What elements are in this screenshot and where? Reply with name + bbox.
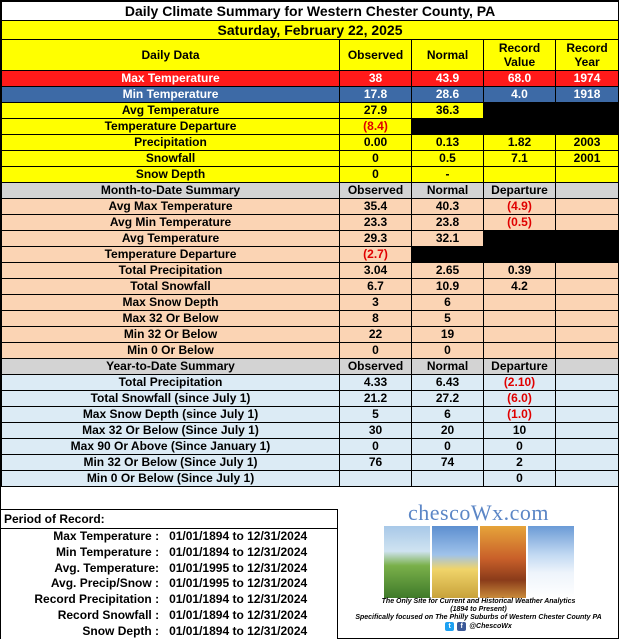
observed-cell: 5 (340, 407, 412, 423)
daily-header-label: Daily Data (2, 40, 340, 71)
row-label: Max 90 Or Above (Since January 1) (2, 439, 340, 455)
period-label: Max Temperature : (53, 529, 160, 543)
row-label: Min 0 Or Below (2, 343, 340, 359)
blank-cell (556, 183, 619, 199)
row-label: Max Snow Depth (since July 1) (2, 407, 340, 423)
spring-photo (384, 526, 430, 598)
blank-cell (556, 343, 619, 359)
observed-cell: 21.2 (340, 391, 412, 407)
normal-cell: 27.2 (412, 391, 484, 407)
normal-cell: 0.13 (412, 135, 484, 151)
ytd-header-normal: Normal (412, 359, 484, 375)
observed-cell: 29.3 (340, 231, 412, 247)
blank-cell (556, 423, 619, 439)
blank-cell (556, 103, 619, 119)
report-date: Saturday, February 22, 2025 (2, 21, 619, 40)
normal-cell: 23.8 (412, 215, 484, 231)
observed-cell: 0 (340, 167, 412, 183)
period-row (1, 529, 337, 545)
twitter-icon: t (445, 622, 454, 631)
blank-cell (556, 455, 619, 471)
blank-cell (556, 215, 619, 231)
normal-cell: 28.6 (412, 87, 484, 103)
ytd-row (2, 455, 619, 471)
daily-row-max-temp (2, 71, 619, 87)
climate-table (1, 1, 619, 487)
mtd-row (2, 231, 619, 247)
observed-cell (340, 471, 412, 487)
period-label: Snow Depth : (82, 623, 160, 638)
row-label: Total Precipitation (2, 375, 340, 391)
observed-cell: 30 (340, 423, 412, 439)
row-label: Avg Temperature (2, 103, 340, 119)
period-value: 01/01/1894 to 12/31/2024 (169, 623, 308, 638)
blank-cell (556, 327, 619, 343)
period-of-record (1, 509, 338, 639)
observed-cell: 0.00 (340, 135, 412, 151)
record-value-cell: 68.0 (484, 71, 556, 87)
period-row (1, 624, 337, 640)
blank-cell (556, 439, 619, 455)
normal-cell: 0.5 (412, 151, 484, 167)
normal-cell: 0 (412, 439, 484, 455)
period-row (1, 592, 337, 608)
normal-cell: 0 (412, 343, 484, 359)
blank-cell (556, 471, 619, 487)
departure-cell: 10 (484, 423, 556, 439)
row-label: Max Snow Depth (2, 295, 340, 311)
normal-cell: 10.9 (412, 279, 484, 295)
departure-cell: (0.5) (484, 215, 556, 231)
observed-cell: 23.3 (340, 215, 412, 231)
mtd-row (2, 311, 619, 327)
period-label: Avg. Precip/Snow : (50, 576, 160, 591)
blank-cell (556, 359, 619, 375)
facebook-icon: f (457, 622, 466, 631)
blank-cell (484, 247, 556, 263)
period-value: 01/01/1894 to 12/31/2024 (169, 592, 308, 607)
ytd-row (2, 439, 619, 455)
blank-cell (412, 247, 484, 263)
row-label: Snow Depth (2, 167, 340, 183)
departure-cell: 2 (484, 455, 556, 471)
record-value-cell: 7.1 (484, 151, 556, 167)
observed-cell: 4.33 (340, 375, 412, 391)
observed-cell: 0 (340, 439, 412, 455)
row-label: Avg Temperature (2, 231, 340, 247)
summer-photo (432, 526, 478, 598)
normal-cell (412, 471, 484, 487)
chescowx-logo (339, 501, 618, 638)
normal-cell: 40.3 (412, 199, 484, 215)
blank-cell (556, 263, 619, 279)
row-label: Precipitation (2, 135, 340, 151)
report-title: Daily Climate Summary for Western Chester County, PA (2, 2, 619, 21)
record-year-cell (556, 167, 619, 183)
daily-header-record-value: Record Value (484, 40, 556, 71)
mtd-row (2, 199, 619, 215)
tagline-focus: Specifically focused on The Philly Suburbs of Western Chester County PA (355, 614, 602, 621)
row-label: Temperature Departure (2, 247, 340, 263)
daily-row-avg-temp (2, 103, 619, 119)
observed-cell: 3.04 (340, 263, 412, 279)
observed-cell: (2.7) (340, 247, 412, 263)
mtd-row (2, 295, 619, 311)
period-label: Record Precipitation : (34, 592, 160, 607)
departure-cell (484, 327, 556, 343)
blank-cell (412, 119, 484, 135)
normal-cell: 20 (412, 423, 484, 439)
departure-cell (484, 295, 556, 311)
normal-cell: 19 (412, 327, 484, 343)
departure-cell: 4.2 (484, 279, 556, 295)
observed-cell: 3 (340, 295, 412, 311)
ytd-header-label: Year-to-Date Summary (2, 359, 340, 375)
blank-cell (556, 279, 619, 295)
normal-cell: 6.43 (412, 375, 484, 391)
mtd-header-normal: Normal (412, 183, 484, 199)
daily-row-snowfall (2, 151, 619, 167)
normal-cell: 6 (412, 407, 484, 423)
normal-cell: 5 (412, 311, 484, 327)
record-value-cell: 1.82 (484, 135, 556, 151)
ytd-header-observed: Observed (340, 359, 412, 375)
period-label: Avg. Temperature: (54, 560, 160, 575)
period-row (1, 608, 337, 624)
row-label: Max Temperature (2, 71, 340, 87)
daily-row-temp-departure (2, 119, 619, 135)
blank-cell (484, 231, 556, 247)
handle-text: @ChescoWx (469, 623, 512, 630)
normal-cell: 36.3 (412, 103, 484, 119)
observed-cell: 0 (340, 151, 412, 167)
record-year-cell: 2001 (556, 151, 619, 167)
ytd-row (2, 423, 619, 439)
departure-cell: (2.10) (484, 375, 556, 391)
normal-cell: 43.9 (412, 71, 484, 87)
blank-cell (556, 311, 619, 327)
period-value: 01/01/1894 to 12/31/2024 (169, 607, 308, 622)
period-value: 01/01/1995 to 12/31/2024 (169, 576, 308, 591)
blank-cell (556, 295, 619, 311)
record-year-cell: 1918 (556, 87, 619, 103)
period-row (1, 576, 337, 592)
period-row (1, 561, 337, 577)
observed-cell: 6.7 (340, 279, 412, 295)
period-label: Min Temperature : (55, 544, 160, 559)
observed-cell: (8.4) (340, 119, 412, 135)
row-label: Min 0 Or Below (Since July 1) (2, 471, 340, 487)
observed-cell: 38 (340, 71, 412, 87)
observed-cell: 0 (340, 343, 412, 359)
daily-row-precipitation (2, 135, 619, 151)
daily-header-row (2, 40, 619, 71)
row-label: Total Snowfall (2, 279, 340, 295)
departure-cell (484, 311, 556, 327)
daily-header-observed: Observed (340, 40, 412, 71)
departure-cell: (6.0) (484, 391, 556, 407)
normal-cell: 6 (412, 295, 484, 311)
row-label: Avg Max Temperature (2, 199, 340, 215)
record-value-cell (484, 167, 556, 183)
mtd-header-departure: Departure (484, 183, 556, 199)
row-label: Max 32 Or Below (2, 311, 340, 327)
mtd-header-label: Month-to-Date Summary (2, 183, 340, 199)
record-value-cell: 4.0 (484, 87, 556, 103)
blank-cell (556, 391, 619, 407)
departure-cell: (4.9) (484, 199, 556, 215)
mtd-row (2, 263, 619, 279)
daily-row-snow-depth (2, 167, 619, 183)
brand-name: chescoWx.com (408, 500, 549, 525)
record-year-cell: 1974 (556, 71, 619, 87)
blank-cell (556, 231, 619, 247)
autumn-photo (480, 526, 526, 598)
period-heading: Period of Record: (1, 510, 338, 529)
normal-cell: 32.1 (412, 231, 484, 247)
observed-cell: 8 (340, 311, 412, 327)
row-label: Total Snowfall (since July 1) (2, 391, 340, 407)
daily-header-normal: Normal (412, 40, 484, 71)
mtd-row (2, 215, 619, 231)
observed-cell: 76 (340, 455, 412, 471)
record-year-cell: 2003 (556, 135, 619, 151)
period-value: 01/01/1894 to 12/31/2024 (169, 529, 308, 543)
observed-cell: 22 (340, 327, 412, 343)
ytd-row (2, 375, 619, 391)
departure-cell (484, 343, 556, 359)
blank-cell (556, 247, 619, 263)
observed-cell: 17.8 (340, 87, 412, 103)
row-label: Max 32 Or Below (Since July 1) (2, 423, 340, 439)
mtd-row (2, 279, 619, 295)
mtd-row (2, 247, 619, 263)
mtd-header-row (2, 183, 619, 199)
tagline-years: (1894 to Present) (450, 606, 507, 613)
ytd-row (2, 407, 619, 423)
mtd-row (2, 327, 619, 343)
row-label: Avg Min Temperature (2, 215, 340, 231)
normal-cell: 2.65 (412, 263, 484, 279)
period-row (1, 545, 337, 561)
winter-photo (528, 526, 574, 598)
season-photos (339, 526, 618, 598)
ytd-row (2, 391, 619, 407)
blank-cell (484, 103, 556, 119)
departure-cell: (1.0) (484, 407, 556, 423)
blank-cell (556, 375, 619, 391)
ytd-row (2, 471, 619, 487)
blank-cell (484, 119, 556, 135)
normal-cell: 74 (412, 455, 484, 471)
blank-cell (556, 199, 619, 215)
ytd-header-departure: Departure (484, 359, 556, 375)
row-label: Temperature Departure (2, 119, 340, 135)
row-label: Min 32 Or Below (Since July 1) (2, 455, 340, 471)
observed-cell: 35.4 (340, 199, 412, 215)
row-label: Min 32 Or Below (2, 327, 340, 343)
daily-header-record-year: Record Year (556, 40, 619, 71)
departure-cell: 0 (484, 439, 556, 455)
row-label: Min Temperature (2, 87, 340, 103)
row-label: Total Precipitation (2, 263, 340, 279)
ytd-header-row (2, 359, 619, 375)
departure-cell: 0 (484, 471, 556, 487)
social-handle (339, 622, 618, 631)
tagline: The Only Site for Current and Historical Weather Analytics (381, 598, 576, 605)
mtd-header-observed: Observed (340, 183, 412, 199)
row-label: Snowfall (2, 151, 340, 167)
normal-cell: - (412, 167, 484, 183)
period-value: 01/01/1995 to 12/31/2024 (169, 560, 308, 575)
blank-cell (556, 407, 619, 423)
daily-row-min-temp (2, 87, 619, 103)
observed-cell: 27.9 (340, 103, 412, 119)
mtd-row (2, 343, 619, 359)
period-value: 01/01/1894 to 12/31/2024 (169, 544, 308, 559)
blank-cell (556, 119, 619, 135)
departure-cell: 0.39 (484, 263, 556, 279)
period-label: Record Snowfall : (57, 607, 160, 622)
